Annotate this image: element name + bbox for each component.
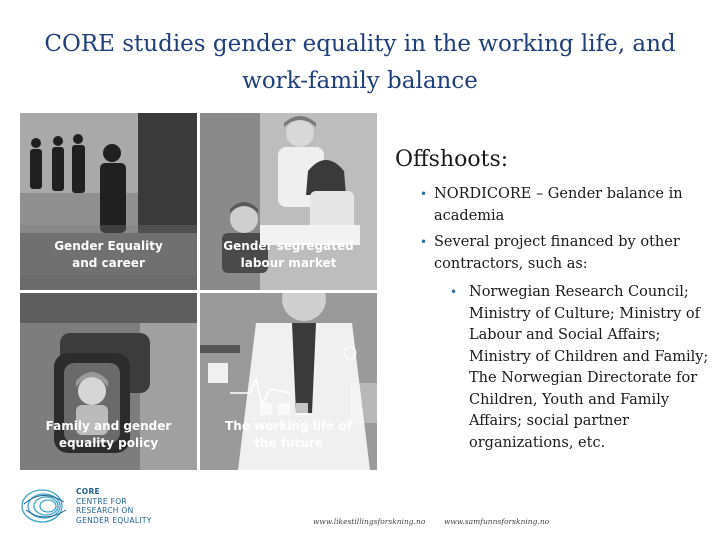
- slide-title-line-1: CORE studies gender equality in the working life, and: [44, 31, 676, 57]
- bullet-dot-icon: •: [420, 187, 428, 201]
- sub-bullet-item: • Norwegian Research Council; Ministry of Culture; Ministry of Labour and Social Affairs; Ministry of Children and Family; The Norwegian Directorate for Children, Youth and Family Affairs; social partner organizations, etc.: [450, 284, 709, 451]
- footer-url-left[interactable]: www.likestillingsforskning.no: [313, 517, 426, 526]
- photo-grid: [20, 113, 377, 470]
- tile-gender-equality-career: [20, 113, 197, 290]
- bullet-item: • Several project financed by other contractors, such as:: [420, 234, 680, 272]
- offshoots-section: [393, 140, 713, 454]
- core-logo: [20, 484, 160, 528]
- tile-family-gender-policy: [20, 293, 197, 470]
- tile-working-life-future: [200, 293, 377, 470]
- footer-url-right[interactable]: www.samfunnsforskning.no: [444, 517, 550, 526]
- core-logo-text: CORE CENTRE FOR RESEARCH ON GENDER EQUALITY: [76, 487, 152, 525]
- tile-label: Gender segregated labour market: [223, 239, 354, 270]
- bullet-dot-icon: •: [450, 285, 458, 299]
- slide-title: [10, 26, 710, 100]
- bullet-dot-icon: •: [420, 235, 428, 249]
- bullet-item: • NORDICORE – Gender balance in academia: [420, 186, 683, 224]
- offshoots-heading: Offshoots:: [395, 147, 509, 172]
- tile-gender-segregated-labour: [200, 113, 377, 290]
- tile-label: The working life of the future: [225, 419, 352, 450]
- tile-label: Family and gender equality policy: [45, 419, 172, 450]
- slide-title-line-2: work-family balance: [242, 68, 478, 94]
- tile-label: Gender Equality and career: [54, 239, 163, 270]
- core-logo-mark-icon: [20, 484, 72, 528]
